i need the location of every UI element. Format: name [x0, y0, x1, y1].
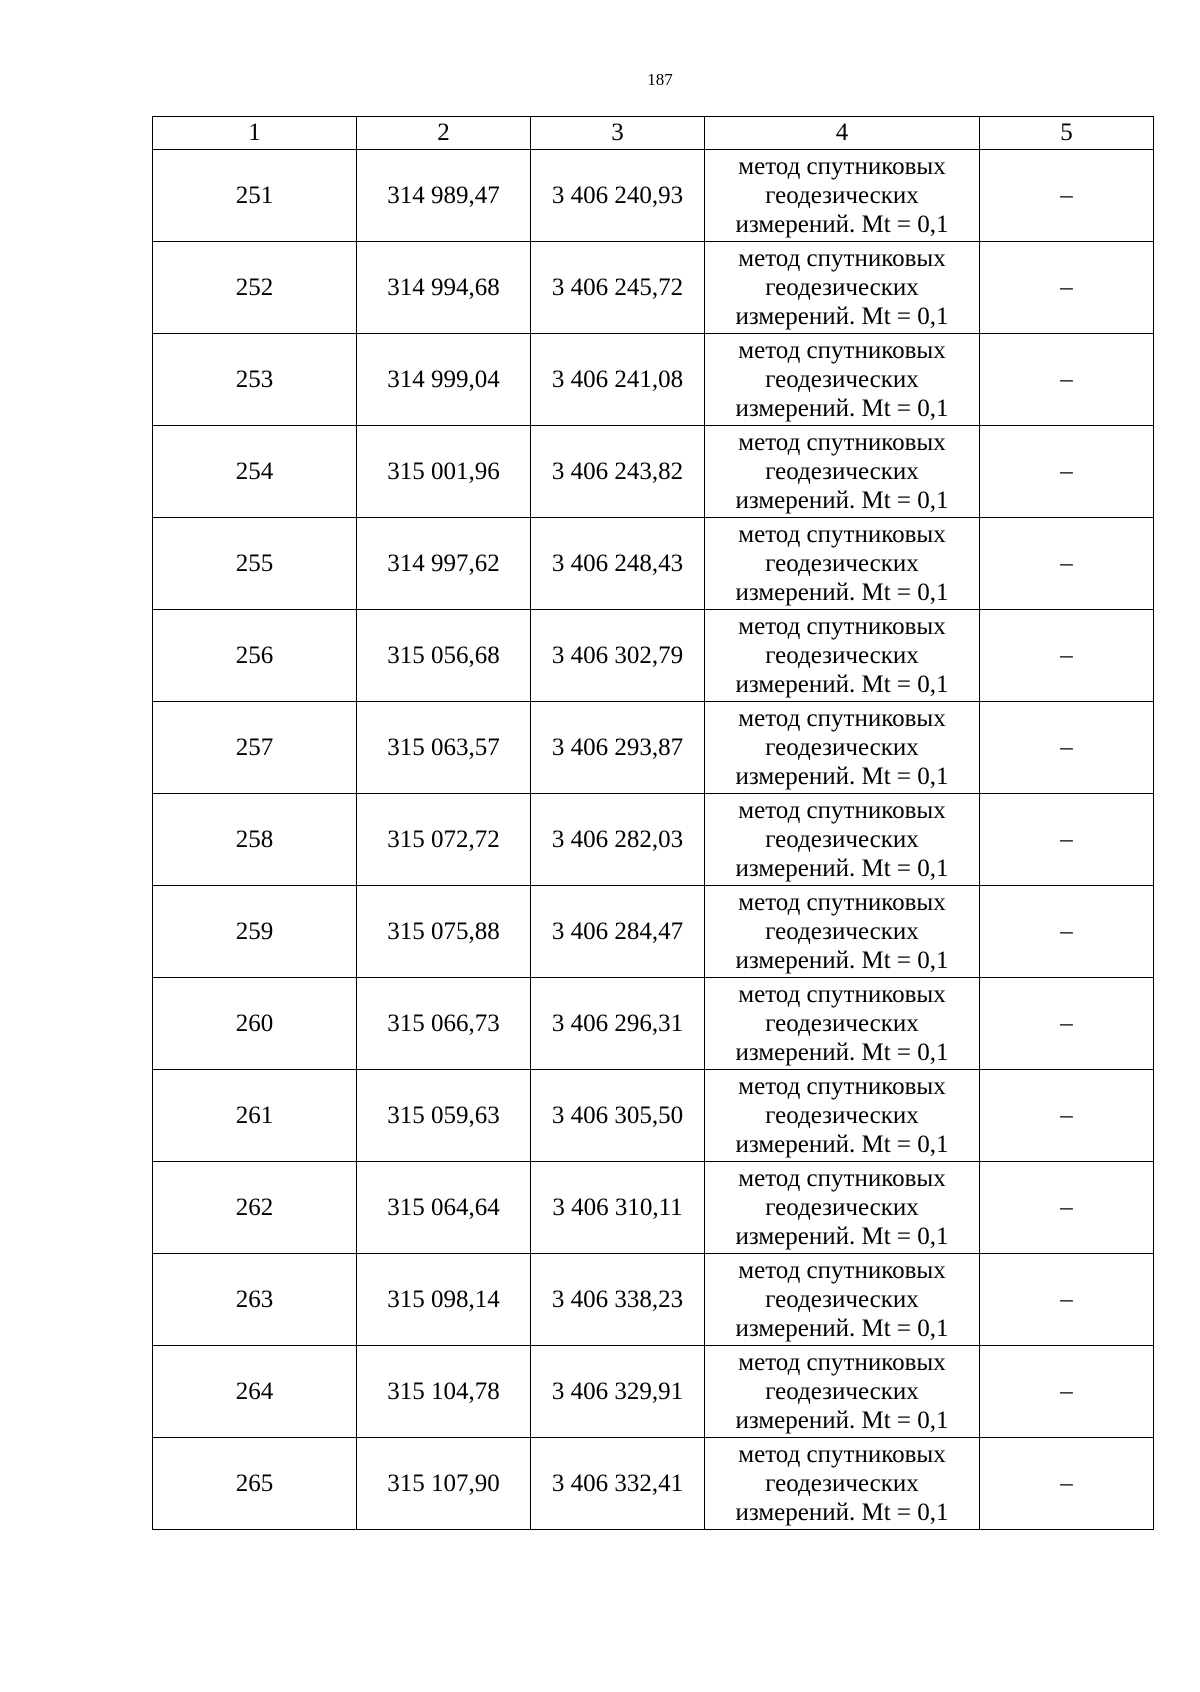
table-row [153, 886, 1154, 978]
method-line: геодезических [765, 1286, 919, 1313]
note-cell: – [980, 1438, 1154, 1530]
y-coordinate-cell: 3 406 338,23 [531, 1254, 705, 1346]
table-row [153, 150, 1154, 242]
column-header: 5 [980, 117, 1154, 150]
method-line: геодезических [765, 182, 919, 209]
table-row [153, 702, 1154, 794]
y-coordinate-cell: 3 406 243,82 [531, 426, 705, 518]
note-cell: – [980, 794, 1154, 886]
point-number-cell: 253 [153, 334, 357, 426]
y-coordinate-cell: 3 406 248,43 [531, 518, 705, 610]
page-number: 187 [647, 70, 673, 89]
method-cell [705, 1254, 980, 1346]
note-cell: – [980, 702, 1154, 794]
y-coordinate-cell: 3 406 305,50 [531, 1070, 705, 1162]
method-cell [705, 1162, 980, 1254]
note-cell: – [980, 518, 1154, 610]
method-cell [705, 150, 980, 242]
method-line: геодезических [765, 550, 919, 577]
table-header-row [153, 117, 1154, 150]
x-coordinate-cell: 315 001,96 [357, 426, 531, 518]
method-line: измерений. Mt = 0,1 [735, 855, 949, 882]
point-number-cell: 263 [153, 1254, 357, 1346]
point-number-cell: 256 [153, 610, 357, 702]
method-line: измерений. Mt = 0,1 [735, 487, 949, 514]
x-coordinate-cell: 315 066,73 [357, 978, 531, 1070]
table-row [153, 978, 1154, 1070]
table-row [153, 610, 1154, 702]
point-number-cell: 265 [153, 1438, 357, 1530]
y-coordinate-cell: 3 406 241,08 [531, 334, 705, 426]
method-line: измерений. Mt = 0,1 [735, 395, 949, 422]
note-cell: – [980, 426, 1154, 518]
method-cell [705, 1346, 980, 1438]
table-row [153, 1438, 1154, 1530]
method-line: измерений. Mt = 0,1 [735, 1315, 949, 1342]
method-line: измерений. Mt = 0,1 [735, 1131, 949, 1158]
x-coordinate-cell: 315 059,63 [357, 1070, 531, 1162]
table-row [153, 1162, 1154, 1254]
method-line: геодезических [765, 274, 919, 301]
x-coordinate-cell: 315 063,57 [357, 702, 531, 794]
x-coordinate-cell: 315 064,64 [357, 1162, 531, 1254]
note-cell: – [980, 886, 1154, 978]
method-line: метод спутниковых [738, 245, 946, 272]
point-number-cell: 252 [153, 242, 357, 334]
point-number-cell: 264 [153, 1346, 357, 1438]
method-cell [705, 242, 980, 334]
y-coordinate-cell: 3 406 332,41 [531, 1438, 705, 1530]
x-coordinate-cell: 314 994,68 [357, 242, 531, 334]
column-header: 4 [705, 117, 980, 150]
method-line: геодезических [765, 1378, 919, 1405]
table-row [153, 518, 1154, 610]
column-header: 1 [153, 117, 357, 150]
method-line: измерений. Mt = 0,1 [735, 947, 949, 974]
y-coordinate-cell: 3 406 296,31 [531, 978, 705, 1070]
note-cell: – [980, 610, 1154, 702]
table-row [153, 242, 1154, 334]
note-cell: – [980, 978, 1154, 1070]
coordinates-table [152, 116, 1154, 1530]
method-line: метод спутниковых [738, 429, 946, 456]
x-coordinate-cell: 315 075,88 [357, 886, 531, 978]
method-line: геодезических [765, 826, 919, 853]
method-line: измерений. Mt = 0,1 [735, 1039, 949, 1066]
method-cell [705, 886, 980, 978]
method-cell [705, 426, 980, 518]
y-coordinate-cell: 3 406 282,03 [531, 794, 705, 886]
method-line: геодезических [765, 1102, 919, 1129]
method-cell [705, 794, 980, 886]
method-line: геодезических [765, 1470, 919, 1497]
x-coordinate-cell: 314 997,62 [357, 518, 531, 610]
y-coordinate-cell: 3 406 240,93 [531, 150, 705, 242]
x-coordinate-cell: 315 072,72 [357, 794, 531, 886]
method-line: метод спутниковых [738, 1073, 946, 1100]
table-row [153, 1254, 1154, 1346]
table-body [153, 150, 1154, 1530]
method-line: геодезических [765, 458, 919, 485]
method-line: метод спутниковых [738, 797, 946, 824]
y-coordinate-cell: 3 406 302,79 [531, 610, 705, 702]
method-line: метод спутниковых [738, 613, 946, 640]
point-number-cell: 254 [153, 426, 357, 518]
method-line: метод спутниковых [738, 889, 946, 916]
method-line: измерений. Mt = 0,1 [735, 1499, 949, 1526]
y-coordinate-cell: 3 406 293,87 [531, 702, 705, 794]
method-line: измерений. Mt = 0,1 [735, 579, 949, 606]
method-line: геодезических [765, 366, 919, 393]
y-coordinate-cell: 3 406 329,91 [531, 1346, 705, 1438]
column-header: 2 [357, 117, 531, 150]
method-line: геодезических [765, 642, 919, 669]
method-line: измерений. Mt = 0,1 [735, 1407, 949, 1434]
column-header: 3 [531, 117, 705, 150]
method-cell [705, 978, 980, 1070]
method-line: метод спутниковых [738, 1349, 946, 1376]
method-line: метод спутниковых [738, 521, 946, 548]
point-number-cell: 259 [153, 886, 357, 978]
note-cell: – [980, 1346, 1154, 1438]
method-line: метод спутниковых [738, 1165, 946, 1192]
method-line: измерений. Mt = 0,1 [735, 303, 949, 330]
x-coordinate-cell: 315 056,68 [357, 610, 531, 702]
point-number-cell: 251 [153, 150, 357, 242]
point-number-cell: 262 [153, 1162, 357, 1254]
method-cell [705, 1438, 980, 1530]
method-line: измерений. Mt = 0,1 [735, 671, 949, 698]
method-line: геодезических [765, 1194, 919, 1221]
method-line: метод спутниковых [738, 705, 946, 732]
note-cell: – [980, 334, 1154, 426]
y-coordinate-cell: 3 406 310,11 [531, 1162, 705, 1254]
method-cell [705, 702, 980, 794]
method-line: измерений. Mt = 0,1 [735, 211, 949, 238]
point-number-cell: 255 [153, 518, 357, 610]
point-number-cell: 261 [153, 1070, 357, 1162]
point-number-cell: 257 [153, 702, 357, 794]
method-line: метод спутниковых [738, 981, 946, 1008]
table-row [153, 794, 1154, 886]
method-cell [705, 1070, 980, 1162]
method-line: геодезических [765, 1010, 919, 1037]
y-coordinate-cell: 3 406 284,47 [531, 886, 705, 978]
x-coordinate-cell: 315 098,14 [357, 1254, 531, 1346]
note-cell: – [980, 150, 1154, 242]
method-line: измерений. Mt = 0,1 [735, 763, 949, 790]
method-line: геодезических [765, 734, 919, 761]
x-coordinate-cell: 314 989,47 [357, 150, 531, 242]
method-line: метод спутниковых [738, 1257, 946, 1284]
x-coordinate-cell: 314 999,04 [357, 334, 531, 426]
note-cell: – [980, 1254, 1154, 1346]
point-number-cell: 260 [153, 978, 357, 1070]
point-number-cell: 258 [153, 794, 357, 886]
method-cell [705, 334, 980, 426]
table-row [153, 426, 1154, 518]
note-cell: – [980, 1070, 1154, 1162]
method-line: метод спутниковых [738, 153, 946, 180]
note-cell: – [980, 1162, 1154, 1254]
table-row [153, 1070, 1154, 1162]
x-coordinate-cell: 315 107,90 [357, 1438, 531, 1530]
note-cell: – [980, 242, 1154, 334]
x-coordinate-cell: 315 104,78 [357, 1346, 531, 1438]
method-line: метод спутниковых [738, 337, 946, 364]
table-row [153, 1346, 1154, 1438]
method-line: измерений. Mt = 0,1 [735, 1223, 949, 1250]
method-line: метод спутниковых [738, 1441, 946, 1468]
method-line: геодезических [765, 918, 919, 945]
method-cell [705, 518, 980, 610]
table-row [153, 334, 1154, 426]
method-cell [705, 610, 980, 702]
y-coordinate-cell: 3 406 245,72 [531, 242, 705, 334]
